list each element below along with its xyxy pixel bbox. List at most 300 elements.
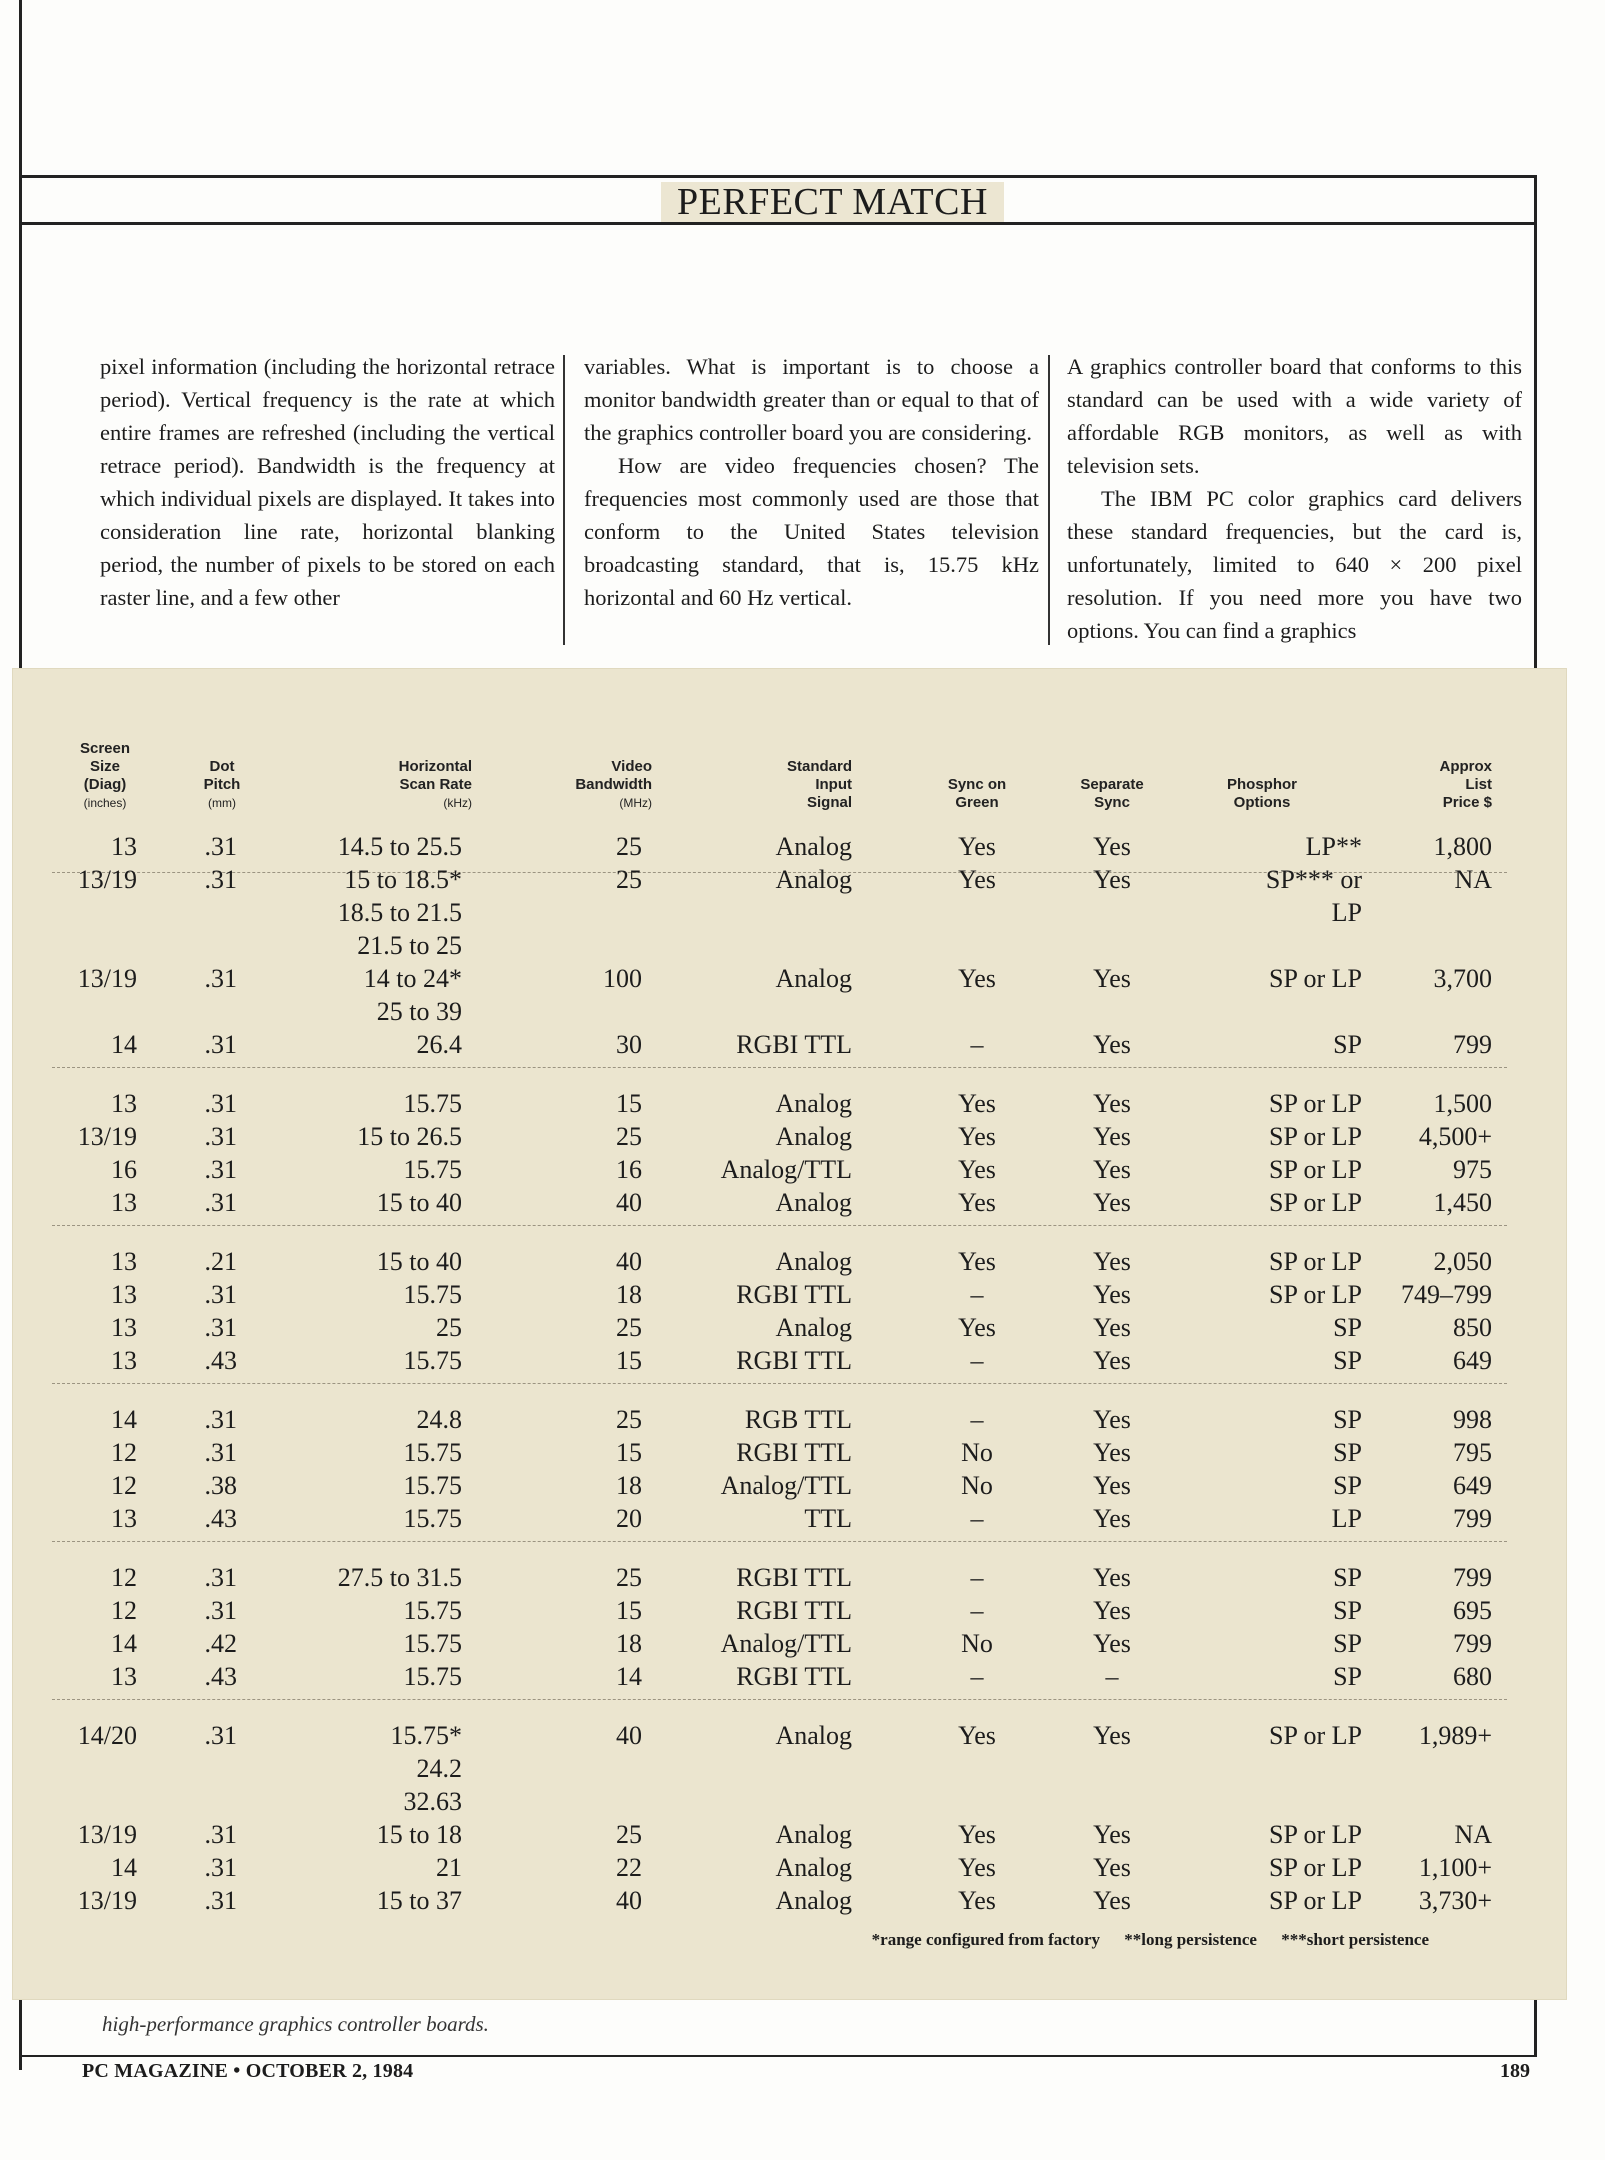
table-cell: RGB TTL [744, 1405, 852, 1434]
table-row [12, 896, 1567, 929]
header-line: Horizontal [398, 758, 472, 775]
table-row [12, 1502, 1567, 1535]
table-cell: .43 [204, 1662, 237, 1691]
header-line: Price $ [1442, 794, 1492, 811]
footer-publication: PC MAGAZINE • OCTOBER 2, 1984 [82, 2060, 414, 2082]
table-cell: 18 [616, 1629, 642, 1658]
table-cell: 18 [616, 1280, 642, 1309]
table-cell: 13/19 [77, 865, 137, 894]
table-body [12, 830, 1567, 1917]
table-cell: 13 [111, 1346, 137, 1375]
header-line: Standard [786, 758, 852, 775]
table-cell: 15 to 37 [376, 1886, 462, 1915]
table-cell: Yes [1093, 1563, 1131, 1592]
table-cell: Analog [775, 1886, 852, 1915]
table-cell: Analog [775, 1721, 852, 1750]
table-cell: 15 [616, 1089, 642, 1118]
table-cell: 14 to 24* [363, 964, 462, 993]
table-cell: SP or LP [1269, 1247, 1362, 1276]
table-cell: 25 [436, 1313, 462, 1342]
table-cell: 799 [1453, 1563, 1492, 1592]
group-separator [12, 1219, 1567, 1245]
table-cell: Analog [775, 1122, 852, 1151]
table-cell: 15 to 18.5* [344, 865, 462, 894]
table-cell: Yes [958, 1853, 996, 1882]
table-cell: 24.8 [416, 1405, 462, 1434]
paragraph: pixel information (including the horizontal retrace period). Vertical frequency is the rate at which entire frames are refreshed (including the vertical retrace period). Bandwidth is the frequency at which individual pixels are displayed. It takes into consideration line rate, horizontal blanking period, the number of pixels to be stored on each raster line, and a few other [100, 354, 555, 610]
table-cell: 14 [111, 1405, 137, 1434]
table-row [12, 1278, 1567, 1311]
table-cell: Yes [958, 1721, 996, 1750]
table-cell: 799 [1453, 1030, 1492, 1059]
header-line: (MHz) [619, 796, 652, 810]
table-row [12, 1153, 1567, 1186]
table-cell: 15.75 [403, 1155, 462, 1184]
table-cell: 15.75 [403, 1629, 462, 1658]
table-cell: SP [1333, 1438, 1362, 1467]
table-cell: SP or LP [1269, 1155, 1362, 1184]
table-cell: 649 [1453, 1471, 1492, 1500]
table-cell: 1,500 [1433, 1089, 1492, 1118]
table-cell: 32.63 [403, 1787, 462, 1816]
dashed-rule [52, 1699, 1507, 1700]
table-cell: – [970, 1346, 984, 1375]
paragraph: A graphics controller board that conforms to this standard can be used with a wide variety of affordable RGB monitors, as well as with television sets. [1067, 354, 1522, 478]
table-cell: 40 [616, 1721, 642, 1750]
table-row [12, 1311, 1567, 1344]
header-price [1392, 758, 1492, 812]
header-line: Size [89, 758, 120, 775]
table-cell: 25 [616, 1820, 642, 1849]
header-line: Sync [1094, 794, 1130, 811]
table-cell: No [961, 1629, 993, 1658]
table-cell: 14 [111, 1030, 137, 1059]
table-cell: 25 [616, 1122, 642, 1151]
table-cell: .21 [204, 1247, 237, 1276]
table-cell: RGBI TTL [736, 1346, 852, 1375]
header-line: Screen [79, 740, 131, 757]
table-cell: SP [1333, 1405, 1362, 1434]
text-column-1 [100, 350, 555, 614]
header-sync-on-green [912, 776, 1042, 812]
header-line: Approx [1439, 758, 1492, 775]
table-cell: SP [1333, 1563, 1362, 1592]
table-cell: 3,700 [1433, 964, 1492, 993]
table-cell: Yes [1093, 964, 1131, 993]
table-cell: 13 [111, 832, 137, 861]
table-cell: 15.75 [403, 1596, 462, 1625]
header-line: Bandwidth [575, 776, 652, 793]
table-cell: 14 [111, 1629, 137, 1658]
header-line: Sync on [947, 776, 1007, 793]
table-cell: – [970, 1596, 984, 1625]
table-cell: .31 [204, 964, 237, 993]
footnote: *range configured from factory [871, 1930, 1101, 1949]
table-cell: LP [1331, 1504, 1362, 1533]
header-line: Separate [1080, 776, 1144, 793]
table-cell: No [961, 1471, 993, 1500]
table-cell: LP [1331, 898, 1362, 927]
table-cell: 15.75* [390, 1721, 462, 1750]
table-cell: RGBI TTL [736, 1438, 852, 1467]
table-row [12, 1594, 1567, 1627]
table-row [12, 1245, 1567, 1278]
table-cell: Yes [958, 1886, 996, 1915]
table-cell: Yes [958, 1155, 996, 1184]
column-divider [563, 355, 565, 645]
table-cell: 13 [111, 1504, 137, 1533]
paragraph: The IBM PC color graphics card delivers these standard frequencies, but the card is, unfortunately, limited to 640 × 200 pixel resolution. If you need more you have two options. You can find a graphics [1067, 486, 1522, 643]
table-cell: Yes [1093, 1886, 1131, 1915]
table-cell: Analog [775, 1247, 852, 1276]
table-cell: Yes [958, 964, 996, 993]
table-cell: SP [1333, 1030, 1362, 1059]
table-row [12, 1120, 1567, 1153]
column-divider [1048, 355, 1050, 645]
table-cell: 40 [616, 1886, 642, 1915]
table-cell: SP or LP [1269, 1853, 1362, 1882]
table-cell: TTL [804, 1504, 852, 1533]
table-cell: 850 [1453, 1313, 1492, 1342]
table-cell: 1,100+ [1418, 1853, 1492, 1882]
page-number: 189 [1500, 2060, 1530, 2082]
footnote: **long persistence [1124, 1930, 1257, 1949]
table-row [12, 1719, 1567, 1752]
table-cell: 2,050 [1433, 1247, 1492, 1276]
table-row [12, 1884, 1567, 1917]
header-line: (inches) [83, 796, 127, 810]
table-row [12, 1186, 1567, 1219]
table-cell: 40 [616, 1188, 642, 1217]
table-cell: Analog [775, 1853, 852, 1882]
table-cell: 15 to 18 [376, 1820, 462, 1849]
table-cell: .43 [204, 1346, 237, 1375]
table-cell: 25 [616, 1405, 642, 1434]
table-cell: SP [1333, 1596, 1362, 1625]
table-cell: Yes [1093, 1721, 1131, 1750]
table-cell: 799 [1453, 1504, 1492, 1533]
dashed-rule [52, 1067, 1507, 1068]
table-cell: .31 [204, 1089, 237, 1118]
section-banner [19, 175, 1537, 225]
table-cell: Yes [1093, 1188, 1131, 1217]
table-cell: SP or LP [1269, 1089, 1362, 1118]
table-row [12, 1561, 1567, 1594]
table-cell: 13 [111, 1188, 137, 1217]
table-cell: 680 [1453, 1662, 1492, 1691]
table-cell: 40 [616, 1247, 642, 1276]
table-cell: 25 to 39 [376, 997, 462, 1026]
group-separator [12, 1377, 1567, 1403]
table-cell: Yes [1093, 865, 1131, 894]
table-cell: SP or LP [1269, 1886, 1362, 1915]
table-cell: 13 [111, 1280, 137, 1309]
header-line: Pitch [203, 776, 241, 793]
header-separate-sync [1052, 776, 1172, 812]
table-cell: 12 [111, 1471, 137, 1500]
table-cell: No [961, 1438, 993, 1467]
header-bandwidth [532, 758, 652, 812]
table-cell: 13/19 [77, 964, 137, 993]
table-cell: Yes [1093, 832, 1131, 861]
table-cell: – [970, 1280, 984, 1309]
header-line: (Diag) [83, 776, 127, 793]
table-cell: SP [1333, 1346, 1362, 1375]
table-cell: 12 [111, 1438, 137, 1467]
table-cell: 21.5 to 25 [357, 931, 462, 960]
table-cell: 15 [616, 1346, 642, 1375]
table-cell: – [970, 1030, 984, 1059]
table-cell: Yes [1093, 1313, 1131, 1342]
table-row [12, 962, 1567, 995]
table-cell: 25 [616, 865, 642, 894]
table-cell: Analog [775, 1188, 852, 1217]
header-line: Dot [209, 758, 235, 775]
table-cell: SP or LP [1269, 1188, 1362, 1217]
header-phosphor [1192, 776, 1332, 812]
table-cell: 16 [616, 1155, 642, 1184]
table-cell: 30 [616, 1030, 642, 1059]
table-cell: NA [1454, 865, 1492, 894]
table-cell: 14 [616, 1662, 642, 1691]
table-row [12, 929, 1567, 962]
table-cell: 12 [111, 1596, 137, 1625]
table-row [12, 863, 1567, 896]
header-line: Video [611, 758, 652, 775]
table-cell: SP [1333, 1662, 1362, 1691]
header-line: Scan Rate [399, 776, 472, 793]
table-cell: Analog/TTL [720, 1155, 852, 1184]
header-scan-rate [342, 758, 472, 812]
table-cell: 18 [616, 1471, 642, 1500]
header-screen-size [70, 740, 140, 812]
table-cell: .31 [204, 832, 237, 861]
table-cell: Yes [958, 1122, 996, 1151]
table-cell: Yes [1093, 1405, 1131, 1434]
table-cell: 13/19 [77, 1820, 137, 1849]
table-cell: – [970, 1504, 984, 1533]
table-cell: 25 [616, 1313, 642, 1342]
table-cell: .31 [204, 1030, 237, 1059]
table-cell: 975 [1453, 1155, 1492, 1184]
table-cell: 14.5 to 25.5 [337, 832, 462, 861]
table-cell: RGBI TTL [736, 1563, 852, 1592]
dashed-rule [52, 1225, 1507, 1226]
table-cell: 14/20 [77, 1721, 137, 1750]
table-row [12, 1436, 1567, 1469]
table-cell: 649 [1453, 1346, 1492, 1375]
page-title: PERFECT MATCH [661, 182, 1004, 222]
table-cell: – [1105, 1662, 1119, 1691]
table-cell: 15 to 40 [376, 1247, 462, 1276]
table-cell: 24.2 [416, 1754, 462, 1783]
table-cell: 15.75 [403, 1471, 462, 1500]
table-cell: – [970, 1405, 984, 1434]
table-cell: RGBI TTL [736, 1662, 852, 1691]
table-cell: Yes [1093, 1346, 1131, 1375]
table-row [12, 1028, 1567, 1061]
table-cell: Yes [1093, 1820, 1131, 1849]
table-cell: .31 [204, 1155, 237, 1184]
table-cell: 15.75 [403, 1662, 462, 1691]
table-cell: .31 [204, 1405, 237, 1434]
table-cell: RGBI TTL [736, 1596, 852, 1625]
table-cell: 22 [616, 1853, 642, 1882]
table-cell: Yes [1093, 1438, 1131, 1467]
table-cell: 15 to 40 [376, 1188, 462, 1217]
dashed-rule [52, 1383, 1507, 1384]
table-cell: SP [1333, 1471, 1362, 1500]
table-row [12, 1818, 1567, 1851]
table-cell: 15.75 [403, 1089, 462, 1118]
table-cell: 12 [111, 1563, 137, 1592]
table-cell: 25 [616, 832, 642, 861]
header-line: Green [955, 794, 999, 811]
table-cell: 3,730+ [1418, 1886, 1492, 1915]
header-dot-pitch [182, 758, 262, 812]
header-line: Phosphor [1227, 776, 1297, 793]
table-cell: .31 [204, 1188, 237, 1217]
group-separator [12, 1061, 1567, 1087]
table-row [12, 1851, 1567, 1884]
table-cell: SP*** or [1265, 865, 1362, 894]
table-cell: .31 [204, 1596, 237, 1625]
table-cell: .42 [204, 1629, 237, 1658]
table-cell: Analog [775, 1089, 852, 1118]
table-cell: Yes [958, 1188, 996, 1217]
table-cell: .31 [204, 1853, 237, 1882]
table-cell: Yes [1093, 1471, 1131, 1500]
table-row [12, 1627, 1567, 1660]
table-cell: .31 [204, 1886, 237, 1915]
table-cell: 15 [616, 1438, 642, 1467]
table-row [12, 1785, 1567, 1818]
table-cell: LP** [1305, 832, 1362, 861]
table-cell: 15.75 [403, 1346, 462, 1375]
header-line: (mm) [208, 796, 236, 810]
table-cell: .38 [204, 1471, 237, 1500]
header-line: List [1465, 776, 1492, 793]
table-cell: 13/19 [77, 1122, 137, 1151]
table-row [12, 1752, 1567, 1785]
table-cell: Analog [775, 865, 852, 894]
header-line: Signal [806, 794, 852, 811]
table-cell: 1,450 [1433, 1188, 1492, 1217]
table-cell: .31 [204, 1313, 237, 1342]
table-cell: Yes [1093, 1247, 1131, 1276]
table-cell: SP or LP [1269, 1820, 1362, 1849]
table-cell: .43 [204, 1504, 237, 1533]
table-row [12, 1344, 1567, 1377]
table-cell: RGBI TTL [736, 1280, 852, 1309]
table-cell: 18.5 to 21.5 [337, 898, 462, 927]
table-cell: Yes [958, 1089, 996, 1118]
table-cell: 13 [111, 1662, 137, 1691]
table-cell: NA [1454, 1820, 1492, 1849]
table-cell: SP [1333, 1629, 1362, 1658]
paragraph: variables. What is important is to choose a monitor bandwidth greater than or equal to that of the graphics controller board you are considering. [584, 354, 1039, 445]
table-cell: .31 [204, 1721, 237, 1750]
table-cell: .31 [204, 865, 237, 894]
table-cell: 14 [111, 1853, 137, 1882]
group-separator [12, 1535, 1567, 1561]
table-cell: Analog [775, 1313, 852, 1342]
table-cell: Yes [1093, 1504, 1131, 1533]
table-cell: 799 [1453, 1629, 1492, 1658]
table-cell: – [970, 1563, 984, 1592]
table-cell: Analog [775, 964, 852, 993]
table-cell: SP or LP [1269, 1721, 1362, 1750]
table-cell: Yes [1093, 1155, 1131, 1184]
table-cell: Yes [958, 865, 996, 894]
table-cell: Analog [775, 832, 852, 861]
text-column-2 [584, 350, 1039, 614]
monitor-spec-table [12, 668, 1567, 2000]
table-footnotes [852, 1930, 1429, 1950]
table-cell: Analog [775, 1820, 852, 1849]
table-cell: 13 [111, 1313, 137, 1342]
table-cell: Yes [1093, 1853, 1131, 1882]
table-cell: 21 [436, 1853, 462, 1882]
group-separator [12, 1693, 1567, 1719]
table-cell: 100 [603, 964, 642, 993]
table-cell: 13 [111, 1247, 137, 1276]
table-cell: .31 [204, 1280, 237, 1309]
table-cell: Yes [1093, 1089, 1131, 1118]
table-cell: Yes [958, 1247, 996, 1276]
table-cell: 1,800 [1433, 832, 1492, 861]
table-cell: Yes [1093, 1030, 1131, 1059]
table-row [12, 830, 1567, 863]
table-row [12, 1469, 1567, 1502]
table-row [12, 1403, 1567, 1436]
table-cell: 15.75 [403, 1280, 462, 1309]
table-cell: .31 [204, 1820, 237, 1849]
table-cell: SP or LP [1269, 1280, 1362, 1309]
header-line: Input [815, 776, 852, 793]
header-input-signal [732, 758, 852, 812]
table-cell: 749–799 [1401, 1280, 1492, 1309]
text-column-3 [1067, 350, 1522, 647]
table-cell: Yes [958, 1313, 996, 1342]
table-cell: .31 [204, 1122, 237, 1151]
table-cell: 795 [1453, 1438, 1492, 1467]
table-cell: Yes [958, 832, 996, 861]
table-cell: 13/19 [77, 1886, 137, 1915]
footer-rule [19, 2055, 1537, 2057]
header-line: (kHz) [443, 796, 472, 810]
dashed-rule [52, 1541, 1507, 1542]
table-cell: Yes [1093, 1122, 1131, 1151]
table-row [12, 995, 1567, 1028]
table-cell: SP [1333, 1313, 1362, 1342]
table-cell: RGBI TTL [736, 1030, 852, 1059]
table-cell: Analog/TTL [720, 1471, 852, 1500]
table-cell: Yes [1093, 1596, 1131, 1625]
table-row [12, 1660, 1567, 1693]
table-cell: 16 [111, 1155, 137, 1184]
table-cell: 1,989+ [1418, 1721, 1492, 1750]
table-cell: .31 [204, 1563, 237, 1592]
table-cell: 25 [616, 1563, 642, 1592]
table-cell: 695 [1453, 1596, 1492, 1625]
footnote: ***short persistence [1281, 1930, 1429, 1949]
table-cell: 26.4 [416, 1030, 462, 1059]
table-cell: 998 [1453, 1405, 1492, 1434]
table-cell: 15 to 26.5 [357, 1122, 462, 1151]
table-cell: Yes [958, 1820, 996, 1849]
table-cell: Yes [1093, 1280, 1131, 1309]
